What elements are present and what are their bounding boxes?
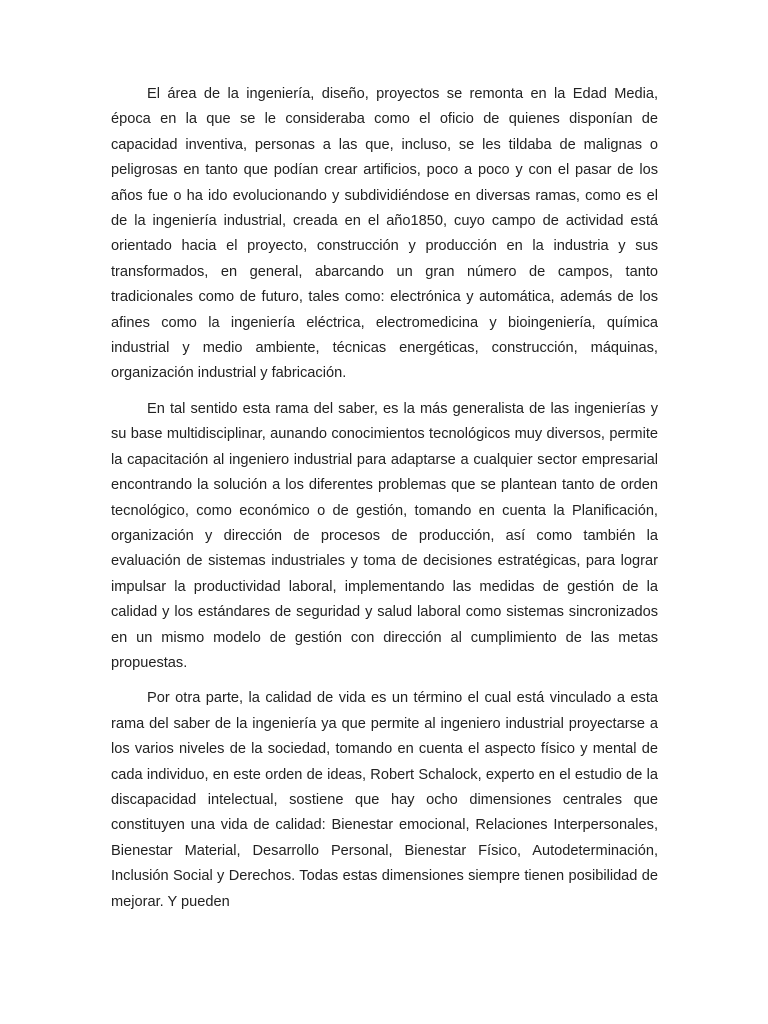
- document-body: [111, 82, 658, 915]
- paragraph-3: Por otra parte, la calidad de vida es un término el cual está vinculado a esta rama del saber de la ingeniería ya que permite al ingeniero industrial proyectarse a los varios niveles de la sociedad, tomando en cuenta el aspecto físico y mental de cada individuo, en este orden de ideas, Robert Schalock, experto en el estudio de la discapacidad intelectual, sostiene que hay ocho dimensiones centrales que constituyen una vida de calidad: Bienestar emocional, Relaciones Interpersonales, Bienestar Material, Desarrollo Personal, Bienestar Físico, Autodeterminación, Inclusión Social y Derechos. Todas estas dimensiones siempre tienen posibilidad de mejorar. Y pueden: [111, 690, 658, 910]
- paragraph-1: El área de la ingeniería, diseño, proyectos se remonta en la Edad Media, época en la que se le consideraba como el oficio de quienes disponían de capacidad inventiva, personas a las que, incluso, se les tildaba de malignas o peligrosas en tanto que podían crear artificios, poco a poco y con el pasar de los años fue o ha ido evolucionando y subdividiéndose en diversas ramas, como es el de la ingeniería industrial, creada en el año1850, cuyo campo de actividad está orientado hacia el proyecto, construcción y producción en la industria y sus transformados, en general, abarcando un gran número de campos, tanto tradicionales como de futuro, tales como: electrónica y automática, además de los afines como la ingeniería eléctrica, electromedicina y bioingeniería, química industrial y medio ambiente, técnicas energéticas, construcción, máquinas, organización industrial y fabricación.: [111, 86, 658, 382]
- paragraph-2: En tal sentido esta rama del saber, es la más generalista de las ingenierías y su base multidisciplinar, aunando conocimientos tecnológicos muy diversos, permite la capacitación al ingeniero industrial para adaptarse a cualquier sector empresarial encontrando la solución a los diferentes problemas que se plantean tanto de orden tecnológico, como económico o de gestión, tomando en cuenta la Planificación, organización y dirección de procesos de producción, así como también la evaluación de sistemas industriales y toma de decisiones estratégicas, para lograr impulsar la productividad laboral, implementando las medidas de gestión de la calidad y los estándares de seguridad y salud laboral como sistemas sincronizados en un mismo modelo de gestión con dirección al cumplimiento de las metas propuestas.: [111, 400, 658, 671]
